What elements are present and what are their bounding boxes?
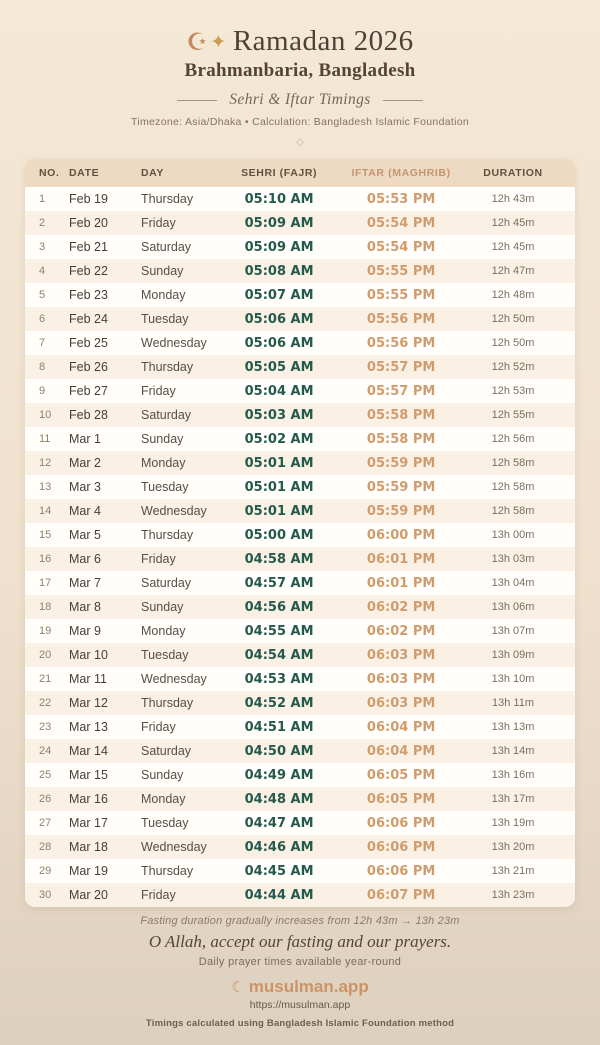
duration-cell: 12h 45m bbox=[491, 241, 535, 253]
duration-cell: 13h 06m bbox=[491, 601, 535, 613]
day-cell: Thursday bbox=[141, 528, 194, 542]
sehri-cell: 05:10 AM bbox=[244, 191, 314, 207]
duration-cell: 12h 50m bbox=[491, 337, 535, 349]
iftar-cell: 05:57 PM bbox=[366, 359, 436, 375]
duration-cell: 13h 17m bbox=[491, 793, 535, 805]
sehri-cell: 04:56 AM bbox=[244, 599, 314, 615]
day-cell: Sunday bbox=[141, 768, 184, 782]
no-cell: 22 bbox=[39, 697, 52, 709]
no-cell: 8 bbox=[39, 361, 46, 373]
iftar-cell: 05:54 PM bbox=[366, 215, 436, 231]
col-header-no: NO. bbox=[39, 167, 60, 179]
sehri-cell: 05:01 AM bbox=[244, 479, 314, 495]
date-cell: Feb 25 bbox=[69, 336, 108, 350]
no-cell: 1 bbox=[39, 193, 46, 205]
day-cell: Monday bbox=[141, 456, 186, 470]
date-cell: Mar 7 bbox=[69, 576, 101, 590]
day-cell: Sunday bbox=[141, 432, 184, 446]
divider-line-left bbox=[177, 100, 217, 101]
no-cell: 23 bbox=[39, 721, 52, 733]
duration-cell: 13h 13m bbox=[491, 721, 535, 733]
table-row bbox=[25, 307, 575, 331]
divider-line-right bbox=[383, 100, 423, 101]
table-row bbox=[25, 379, 575, 403]
iftar-cell: 06:04 PM bbox=[366, 743, 436, 759]
no-cell: 7 bbox=[39, 337, 46, 349]
no-cell: 28 bbox=[39, 841, 52, 853]
iftar-cell: 05:53 PM bbox=[366, 191, 436, 207]
no-cell: 5 bbox=[39, 289, 46, 301]
sehri-cell: 05:04 AM bbox=[244, 383, 314, 399]
iftar-cell: 06:05 PM bbox=[366, 767, 436, 783]
no-cell: 29 bbox=[39, 865, 52, 877]
sehri-cell: 05:03 AM bbox=[244, 407, 314, 423]
no-cell: 13 bbox=[39, 481, 52, 493]
duration-cell: 12h 58m bbox=[491, 505, 535, 517]
iftar-cell: 05:59 PM bbox=[366, 479, 436, 495]
date-cell: Mar 11 bbox=[69, 672, 107, 686]
day-cell: Tuesday bbox=[141, 480, 189, 494]
page-title-text: Ramadan 2026 bbox=[232, 25, 414, 57]
table-row bbox=[25, 859, 575, 883]
iftar-cell: 06:06 PM bbox=[366, 839, 436, 855]
iftar-cell: 06:03 PM bbox=[366, 647, 436, 663]
no-cell: 17 bbox=[39, 577, 52, 589]
iftar-cell: 06:03 PM bbox=[366, 695, 436, 711]
no-cell: 2 bbox=[39, 217, 46, 229]
no-cell: 20 bbox=[39, 649, 52, 661]
date-cell: Mar 10 bbox=[69, 648, 108, 662]
date-cell: Mar 6 bbox=[69, 552, 101, 566]
table-row bbox=[25, 787, 575, 811]
timezone-calculation-meta: Timezone: Asia/Dhaka • Calculation: Bangladesh Islamic Foundation bbox=[131, 116, 469, 128]
sehri-cell: 04:46 AM bbox=[244, 839, 314, 855]
iftar-cell: 05:56 PM bbox=[366, 335, 436, 351]
table-row bbox=[25, 739, 575, 763]
sehri-cell: 05:07 AM bbox=[244, 287, 314, 303]
table-row bbox=[25, 691, 575, 715]
sehri-cell: 04:50 AM bbox=[244, 743, 314, 759]
date-cell: Mar 2 bbox=[69, 456, 101, 470]
date-cell: Mar 8 bbox=[69, 600, 101, 614]
duration-cell: 12h 45m bbox=[491, 217, 535, 229]
duration-cell: 12h 52m bbox=[491, 361, 535, 373]
iftar-cell: 05:59 PM bbox=[366, 455, 436, 471]
iftar-cell: 06:06 PM bbox=[366, 815, 436, 831]
no-cell: 16 bbox=[39, 553, 52, 565]
diamond-ornament-icon: ◇ bbox=[296, 137, 304, 148]
location-subtitle: Brahmanbaria, Bangladesh bbox=[184, 60, 416, 81]
day-cell: Wednesday bbox=[141, 504, 207, 518]
no-cell: 12 bbox=[39, 457, 52, 469]
duration-cell: 13h 14m bbox=[491, 745, 535, 757]
col-header-date: DATE bbox=[69, 167, 100, 179]
duration-cell: 12h 48m bbox=[491, 289, 535, 301]
date-cell: Mar 12 bbox=[69, 696, 108, 710]
iftar-cell: 05:56 PM bbox=[366, 311, 436, 327]
duration-cell: 12h 43m bbox=[491, 193, 535, 205]
date-cell: Feb 28 bbox=[69, 408, 108, 422]
duration-cell: 13h 07m bbox=[491, 625, 535, 637]
sehri-cell: 05:02 AM bbox=[244, 431, 314, 447]
iftar-cell: 06:05 PM bbox=[366, 791, 436, 807]
no-cell: 14 bbox=[39, 505, 52, 517]
table-row bbox=[25, 259, 575, 283]
timetable-body bbox=[25, 187, 575, 907]
sparkle-icon: ✦ bbox=[210, 32, 227, 53]
day-cell: Friday bbox=[141, 720, 176, 734]
table-row bbox=[25, 475, 575, 499]
table-row bbox=[25, 331, 575, 355]
no-cell: 6 bbox=[39, 313, 46, 325]
day-cell: Thursday bbox=[141, 192, 194, 206]
crescent-star-icon: ☪ bbox=[186, 30, 209, 56]
brand-url[interactable]: https://musulman.app bbox=[249, 999, 351, 1011]
duration-cell: 12h 58m bbox=[491, 457, 535, 469]
day-cell: Thursday bbox=[141, 696, 194, 710]
iftar-cell: 05:57 PM bbox=[366, 383, 436, 399]
date-cell: Mar 13 bbox=[69, 720, 108, 734]
table-row bbox=[25, 715, 575, 739]
table-row bbox=[25, 571, 575, 595]
sehri-cell: 05:09 AM bbox=[244, 215, 314, 231]
duration-cell: 13h 16m bbox=[491, 769, 535, 781]
no-cell: 19 bbox=[39, 625, 52, 637]
sehri-cell: 04:47 AM bbox=[244, 815, 314, 831]
table-row bbox=[25, 451, 575, 475]
day-cell: Friday bbox=[141, 552, 176, 566]
no-cell: 18 bbox=[39, 601, 52, 613]
day-cell: Saturday bbox=[141, 744, 192, 758]
sehri-cell: 05:01 AM bbox=[244, 503, 314, 519]
date-cell: Mar 18 bbox=[69, 840, 108, 854]
date-cell: Mar 17 bbox=[69, 816, 108, 830]
day-cell: Tuesday bbox=[141, 816, 189, 830]
no-cell: 27 bbox=[39, 817, 52, 829]
duration-cell: 12h 56m bbox=[491, 433, 535, 445]
iftar-cell: 06:01 PM bbox=[366, 575, 436, 591]
no-cell: 24 bbox=[39, 745, 52, 757]
sehri-cell: 04:55 AM bbox=[244, 623, 314, 639]
col-header-day: DAY bbox=[141, 167, 165, 179]
page-title bbox=[0, 24, 600, 60]
day-cell: Sunday bbox=[141, 600, 184, 614]
no-cell: 3 bbox=[39, 241, 46, 253]
sehri-cell: 05:08 AM bbox=[244, 263, 314, 279]
iftar-cell: 06:01 PM bbox=[366, 551, 436, 567]
poster-footer bbox=[0, 915, 600, 1029]
day-cell: Monday bbox=[141, 288, 186, 302]
sehri-cell: 04:49 AM bbox=[244, 767, 314, 783]
duration-cell: 12h 55m bbox=[491, 409, 535, 421]
day-cell: Wednesday bbox=[141, 672, 207, 686]
duration-cell: 13h 19m bbox=[491, 817, 535, 829]
sehri-cell: 04:48 AM bbox=[244, 791, 314, 807]
no-cell: 21 bbox=[39, 673, 52, 685]
brand-logo bbox=[0, 977, 600, 997]
iftar-cell: 05:59 PM bbox=[366, 503, 436, 519]
calculation-method-note: Timings calculated using Bangladesh Islamic Foundation method bbox=[145, 1018, 455, 1029]
day-cell: Thursday bbox=[141, 360, 194, 374]
date-cell: Feb 22 bbox=[69, 264, 108, 278]
date-cell: Feb 19 bbox=[69, 192, 108, 206]
day-cell: Sunday bbox=[141, 264, 184, 278]
duration-cell: 12h 50m bbox=[491, 313, 535, 325]
table-row bbox=[25, 811, 575, 835]
iftar-cell: 05:55 PM bbox=[366, 287, 436, 303]
sehri-cell: 04:51 AM bbox=[244, 719, 314, 735]
date-cell: Mar 19 bbox=[69, 864, 108, 878]
timetable-card bbox=[25, 159, 575, 907]
iftar-cell: 06:06 PM bbox=[366, 863, 436, 879]
sehri-cell: 04:58 AM bbox=[244, 551, 314, 567]
col-header-iftar: IFTAR (MAGHRIB) bbox=[351, 167, 451, 179]
iftar-cell: 05:54 PM bbox=[366, 239, 436, 255]
col-header-sehri: SEHRI (FAJR) bbox=[241, 167, 318, 179]
no-cell: 26 bbox=[39, 793, 52, 805]
no-cell: 25 bbox=[39, 769, 52, 781]
date-cell: Mar 3 bbox=[69, 480, 101, 494]
no-cell: 9 bbox=[39, 385, 46, 397]
timetable-header-row bbox=[25, 159, 575, 187]
day-cell: Friday bbox=[141, 384, 176, 398]
sehri-cell: 05:00 AM bbox=[244, 527, 314, 543]
table-row bbox=[25, 523, 575, 547]
day-cell: Thursday bbox=[141, 864, 194, 878]
date-cell: Feb 27 bbox=[69, 384, 108, 398]
day-cell: Friday bbox=[141, 888, 176, 902]
table-row bbox=[25, 187, 575, 211]
dua-text: O Allah, accept our fasting and our prayers. bbox=[148, 932, 452, 951]
date-cell: Feb 23 bbox=[69, 288, 108, 302]
brand-name: musulman.app bbox=[248, 977, 369, 996]
date-cell: Feb 26 bbox=[69, 360, 108, 374]
date-cell: Mar 9 bbox=[69, 624, 101, 638]
day-cell: Monday bbox=[141, 792, 186, 806]
table-row bbox=[25, 427, 575, 451]
no-cell: 30 bbox=[39, 889, 52, 901]
iftar-cell: 06:02 PM bbox=[366, 623, 436, 639]
duration-cell: 13h 21m bbox=[491, 865, 535, 877]
date-cell: Mar 15 bbox=[69, 768, 108, 782]
iftar-cell: 05:55 PM bbox=[366, 263, 436, 279]
table-row bbox=[25, 667, 575, 691]
no-cell: 11 bbox=[39, 433, 51, 445]
date-cell: Mar 1 bbox=[69, 432, 101, 446]
sehri-cell: 04:54 AM bbox=[244, 647, 314, 663]
sehri-cell: 05:05 AM bbox=[244, 359, 314, 375]
poster-header bbox=[0, 0, 600, 149]
iftar-cell: 06:02 PM bbox=[366, 599, 436, 615]
duration-cell: 12h 58m bbox=[491, 481, 535, 493]
timings-label: Sehri & Iftar Timings bbox=[229, 91, 371, 108]
no-cell: 10 bbox=[39, 409, 52, 421]
sehri-cell: 05:09 AM bbox=[244, 239, 314, 255]
duration-cell: 12h 47m bbox=[491, 265, 535, 277]
table-row bbox=[25, 355, 575, 379]
table-row bbox=[25, 547, 575, 571]
date-cell: Mar 4 bbox=[69, 504, 101, 518]
sehri-cell: 04:53 AM bbox=[244, 671, 314, 687]
duration-cell: 13h 03m bbox=[491, 553, 535, 565]
table-row bbox=[25, 403, 575, 427]
col-header-duration: DURATION bbox=[483, 167, 543, 179]
table-row bbox=[25, 835, 575, 859]
duration-cell: 13h 09m bbox=[491, 649, 535, 661]
iftar-cell: 05:58 PM bbox=[366, 431, 436, 447]
duration-cell: 13h 23m bbox=[491, 889, 535, 901]
date-cell: Feb 21 bbox=[69, 240, 108, 254]
table-row bbox=[25, 763, 575, 787]
table-row bbox=[25, 643, 575, 667]
iftar-cell: 06:03 PM bbox=[366, 671, 436, 687]
day-cell: Saturday bbox=[141, 408, 192, 422]
date-cell: Feb 24 bbox=[69, 312, 108, 326]
day-cell: Saturday bbox=[141, 576, 192, 590]
sehri-cell: 05:06 AM bbox=[244, 335, 314, 351]
day-cell: Friday bbox=[141, 216, 176, 230]
day-cell: Tuesday bbox=[141, 648, 189, 662]
duration-cell: 12h 53m bbox=[491, 385, 535, 397]
duration-cell: 13h 04m bbox=[491, 577, 535, 589]
sehri-cell: 05:06 AM bbox=[244, 311, 314, 327]
table-row bbox=[25, 211, 575, 235]
day-cell: Wednesday bbox=[141, 336, 207, 350]
table-row bbox=[25, 595, 575, 619]
iftar-cell: 05:58 PM bbox=[366, 407, 436, 423]
date-cell: Mar 5 bbox=[69, 528, 101, 542]
iftar-cell: 06:04 PM bbox=[366, 719, 436, 735]
no-cell: 4 bbox=[39, 265, 46, 277]
sehri-cell: 04:45 AM bbox=[244, 863, 314, 879]
day-cell: Saturday bbox=[141, 240, 192, 254]
sehri-cell: 04:44 AM bbox=[244, 887, 314, 903]
no-cell: 15 bbox=[39, 529, 52, 541]
sehri-cell: 04:57 AM bbox=[244, 575, 314, 591]
day-cell: Monday bbox=[141, 624, 186, 638]
sehri-cell: 04:52 AM bbox=[244, 695, 314, 711]
duration-cell: 13h 00m bbox=[491, 529, 535, 541]
table-row bbox=[25, 883, 575, 907]
table-row bbox=[25, 235, 575, 259]
sehri-cell: 05:01 AM bbox=[244, 455, 314, 471]
day-cell: Wednesday bbox=[141, 840, 207, 854]
duration-cell: 13h 20m bbox=[491, 841, 535, 853]
brand-crescent-icon: ☾ bbox=[231, 979, 245, 996]
date-cell: Mar 20 bbox=[69, 888, 108, 902]
fasting-duration-note: Fasting duration gradually increases from 12h 43m → 13h 23m bbox=[140, 915, 460, 927]
availability-note: Daily prayer times available year-round bbox=[198, 956, 402, 968]
duration-cell: 13h 11m bbox=[492, 697, 534, 709]
table-row bbox=[25, 499, 575, 523]
date-cell: Mar 14 bbox=[69, 744, 108, 758]
date-cell: Feb 20 bbox=[69, 216, 108, 230]
day-cell: Tuesday bbox=[141, 312, 189, 326]
table-row bbox=[25, 619, 575, 643]
iftar-cell: 06:00 PM bbox=[366, 527, 436, 543]
duration-cell: 13h 10m bbox=[491, 673, 535, 685]
table-row bbox=[25, 283, 575, 307]
date-cell: Mar 16 bbox=[69, 792, 108, 806]
iftar-cell: 06:07 PM bbox=[366, 887, 436, 903]
section-divider bbox=[0, 91, 600, 109]
